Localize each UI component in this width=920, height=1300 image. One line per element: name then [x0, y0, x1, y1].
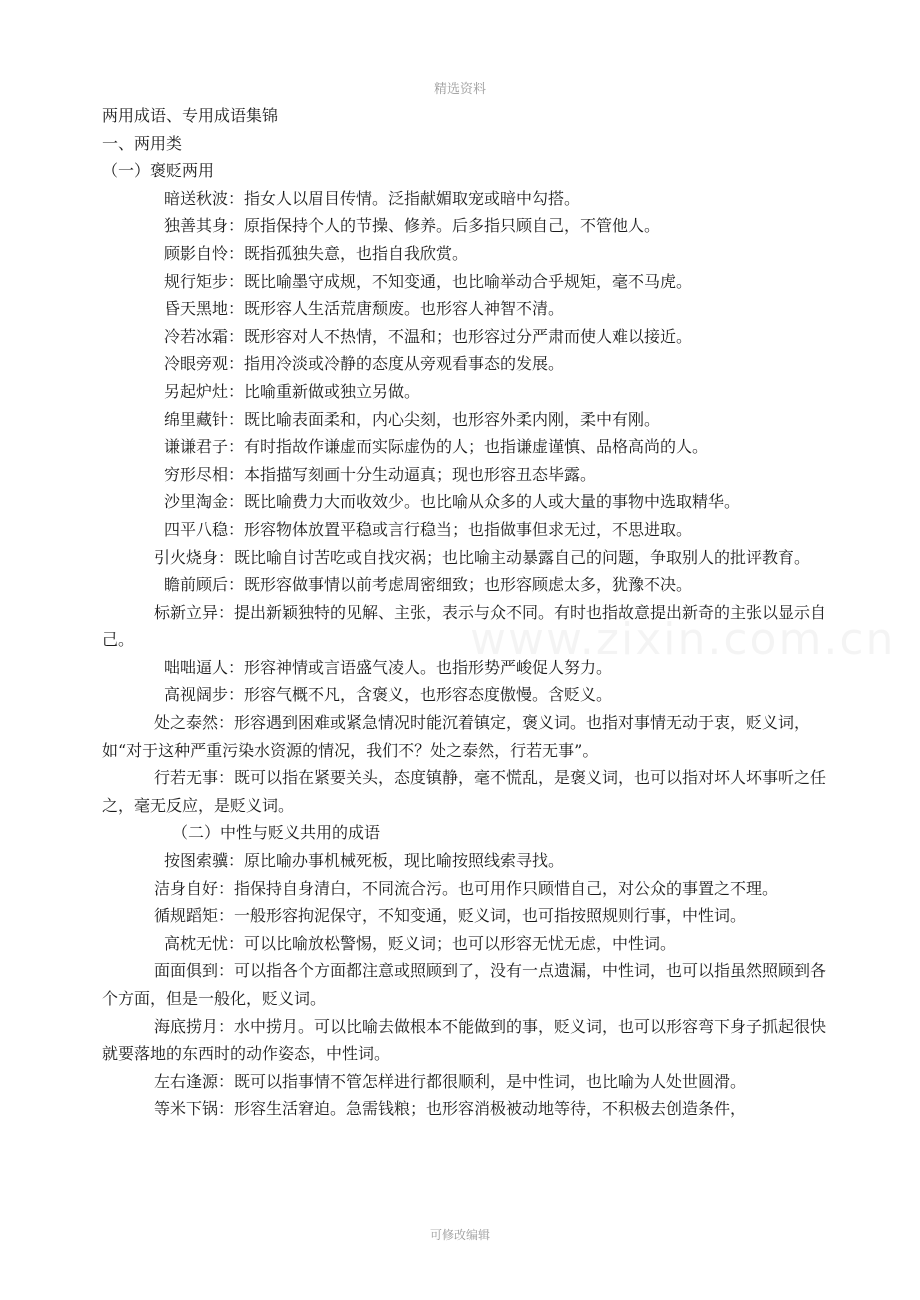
- idiom-entry: 高视阔步：形容气概不凡，含褒义，也形容态度傲慢。含贬义。: [164, 685, 613, 705]
- idiom-entry: 冷眼旁观：指用冷淡或冷静的态度从旁观看事态的发展。: [164, 354, 565, 374]
- idiom-entry: 穷形尽相：本指描写刻画十分生动逼真；现也形容丑态毕露。: [164, 464, 597, 484]
- idiom-entry: 四平八稳：形容物体放置平稳或言行稳当；也指做事但求无过，不思进取。: [164, 519, 693, 539]
- idiom-entry: 循规蹈矩：一般形容拘泥保守，不知变通，贬义词，也可指按照规则行事，中性词。: [154, 906, 747, 926]
- document-body: [102, 102, 827, 1123]
- idiom-entry: 等米下锅：形容生活窘迫。急需钱粮；也形容消极被动地等待，不积极去创造条件，: [154, 1099, 747, 1119]
- idiom-entry: 绵里藏针：既比喻表面柔和，内心尖刻，也形容外柔内刚，柔中有刚。: [164, 409, 661, 429]
- idiom-entry: 另起炉灶：比喻重新做或独立另做。: [164, 381, 421, 401]
- idiom-entry: 昏天黑地：既形容人生活荒唐颓废。也形容人神智不清。: [164, 299, 565, 319]
- subsection-heading: （二）中性与贬义共用的成语: [172, 823, 381, 843]
- idiom-entry: 独善其身：原指保持个人的节操、修养。后多指只顾自己，不管他人。: [164, 216, 661, 236]
- idiom-entry: 咄咄逼人：形容神情或言语盛气凌人。也指形势严峻促人努力。: [164, 657, 613, 677]
- idiom-entry: 高枕无忧：可以比喻放松警惕，贬义词；也可以形容无忧无虑，中性词。: [164, 933, 677, 953]
- subsection-heading: （一）褒贬两用: [102, 161, 215, 181]
- idiom-entry: 左右逢源：既可以指事情不管怎样进行都很顺利，是中性词，也比喻为人处世圆滑。: [154, 1071, 747, 1091]
- idiom-entry: 谦谦君子：有时指故作谦虚而实际虚伪的人；也指谦虚谨慎、品格高尚的人。: [164, 437, 709, 457]
- idiom-entry: 标新立异：提出新颖独特的见解、主张，表示与众不同。有时也指故意提出新奇的主张以显示自己。: [102, 602, 827, 650]
- idiom-entry: 沙里淘金：既比喻费力大而收效少。也比喻从众多的人或大量的事物中选取精华。: [164, 492, 741, 512]
- idiom-entry: 顾影自怜：既指孤独失意，也指自我欣赏。: [164, 243, 469, 263]
- section-heading: 一、两用类: [102, 133, 183, 153]
- idiom-entry: 瞻前顾后：既形容做事情以前考虑周密细致；也形容顾虑太多，犹豫不决。: [164, 575, 693, 595]
- idiom-entry: 规行矩步：既比喻墨守成规，不知变通，也比喻举动合乎规矩，毫不马虎。: [164, 271, 693, 291]
- document-title: 两用成语、专用成语集锦: [102, 106, 279, 125]
- idiom-entry: 按图索骥：原比喻办事机械死板，现比喻按照线索寻找。: [164, 851, 565, 871]
- idiom-entry: 行若无事：既可以指在紧要关头，态度镇静，毫不慌乱，是褒义词，也可以指对坏人坏事听之任之，毫无反应，是贬义词。: [102, 768, 827, 815]
- page-footer: 可修改编辑: [429, 1228, 490, 1242]
- page-header: 精选资料: [433, 82, 486, 97]
- idiom-entry: 暗送秋波：指女人以眉目传情。泛指献媚取宠或暗中勾搭。: [164, 188, 581, 208]
- idiom-entry: 处之泰然：形容遇到困难或紧急情况时能沉着镇定，褒义词。也指对事情无动于衷，贬义词，如“对于这种严重污染水资源的情况，我们不？处之泰然，行若无事”。: [102, 713, 811, 760]
- idiom-entry: 海底捞月：水中捞月。可以比喻去做根本不能做到的事，贬义词，也可以形容弯下身子抓起很快就要落地的东西时的动作姿态，中性词。: [102, 1016, 827, 1064]
- idiom-entry: 洁身自好：指保持自身清白，不同流合污。也可用作只顾惜自己，对公众的事置之不理。: [154, 878, 779, 898]
- idiom-entry: 冷若冰霜：既形容对人不热情，不温和；也形容过分严肃而使人难以接近。: [164, 326, 693, 346]
- idiom-entry: 引火烧身：既比喻自讨苦吃或自找灾祸；也比喻主动暴露自己的问题，争取别人的批评教育。: [154, 547, 811, 567]
- idiom-entry: 面面俱到：可以指各个方面都注意或照顾到了，没有一点遗漏，中性词，也可以指虽然照顾到各个方面，但是一般化，贬义词。: [102, 961, 827, 1008]
